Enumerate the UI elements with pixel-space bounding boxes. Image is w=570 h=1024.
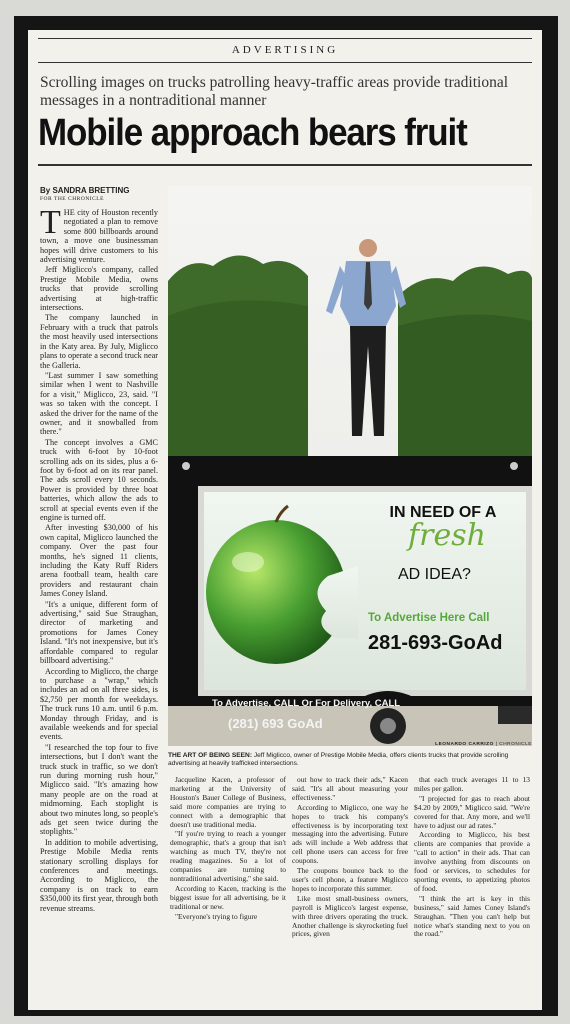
photo-caption: [168, 752, 532, 768]
paragraph: "It's a unique, different form of advertising," said Sue Straughan, director of marketing and promotions for James Coney Island. "It's not inexpensive, but it's affordable compared to regular billboard advertising.": [40, 599, 158, 666]
headline-rule: [38, 164, 532, 166]
paragraph: According to Kacen, tracking is the biggest issue for all advertising, be it traditional or new.: [170, 883, 286, 911]
byline-org: FOR THE CHRONICLE: [40, 196, 105, 202]
drop-cap: T: [40, 208, 61, 241]
section-rule: [38, 62, 532, 63]
paragraph: "Last summer I saw something similar when I went to Nashville for a visit," Miglicco, 23, said. "I was so taken with the concept. I asked the driver for the name of the owner, and it snowballed from there.": [40, 370, 158, 437]
paragraph: Like most small-business owners, payroll is Miglicco's largest expense, with three drivers operating the truck. Another challenge is skyrocketing fuel prices, given: [292, 893, 408, 939]
article-column-4: [414, 776, 530, 1002]
section-label: ADVERTISING: [231, 44, 339, 56]
paragraph: In addition to mobile advertising, Prestige Mobile Media rents stationary scrolling displays for conferences and meetings. According to Miglicco, the company is on track to earn $350,000 its first year, through both revenue streams.: [40, 837, 158, 913]
paragraph: According to Miglicco, his best clients are companies that provide a "call to action" in their ads. That can involve anything from discounts on food or services, to schedules for sporting events, to appetizing photos of food.: [414, 830, 530, 893]
paragraph: "I projected for gas to reach about $4.20 by 2009," Miglicco said. "We're covered for that. Any more, and we'll have to adjust our ad rates.": [414, 793, 530, 830]
truck-text-2: (281) 693 GoAd: [228, 716, 323, 731]
credit-org: CHRONICLE: [499, 742, 532, 747]
paragraph: After investing $30,000 of his own capital, Miglicco launched the company. Over the past four months, he's signed 11 clients, including the Katy Ruff Riders arena football team, health care providers and restaurant chain James Coney Island.: [40, 523, 158, 599]
caption-text: Jeff Miglicco, owner of Prestige Mobile Media, offers clients trucks that provide scrolling advertising at heavily trafficked intersections.: [168, 752, 509, 767]
article-column-2: [170, 776, 286, 1002]
paragraph: According to Miglicco, one way he hopes to track his company's effectiveness is by incorporating text messaging into the advertising. Future ads will include a Web address that cell phone users can access for free coupons.: [292, 802, 408, 866]
ad-line-2: AD IDEA?: [398, 566, 471, 583]
paragraph: "I think the art is key in this business," said James Coney Island's Straughan. "Then you can't help but notice what's standing next to you on the road.": [414, 893, 530, 939]
article-column-3: [292, 776, 408, 1002]
byline: By SANDRA BRETTING: [40, 186, 130, 195]
truck-text-1: To Advertise, CALL Or For Delivery, CALL: [212, 698, 401, 709]
newspaper-page: [28, 30, 542, 1010]
paragraph: Jeff Miglicco's company, called Prestige Mobile Media, owns trucks that provide scrolling advertising at high-traffic intersections.: [40, 265, 158, 313]
paragraph: "If you're trying to reach a younger demographic, that's a group that isn't watching as much TV, they're not reading magazines. So a lot of companies are turning to nontraditional advertising," she said.: [170, 829, 286, 883]
article-column-1: [40, 208, 158, 998]
article-photo: [168, 186, 532, 746]
deck: Scrolling images on trucks patrolling heavy-traffic areas provide traditional messages in a nontraditional manner: [40, 74, 509, 109]
photo-credit: LEONARDO CARRIZO | CHRONICLE: [435, 742, 532, 747]
paragraph: According to Miglicco, the charge to purchase a "wrap," which includes an ad on all three sides, is $2,750 per month for weekdays. The truck runs 10 a.m. until 6 p.m. Monday through Friday, and is available weekends and for special events.: [40, 666, 158, 742]
ad-call: To Advertise Here Call: [368, 612, 490, 624]
paragraph: out how to track their ads," Kacen said. "It's all about measuring your effectiveness.": [292, 776, 408, 802]
paragraph: that each truck averages 11 to 13 miles per gallon.: [414, 776, 530, 793]
headline: Mobile approach bears fruit: [38, 112, 467, 154]
ad-line-1: IN NEED OF A: [389, 504, 497, 521]
top-rule: [38, 38, 532, 39]
ad-phone: 281-693-GoAd: [368, 632, 503, 654]
paragraph: The company launched in February with a truck that patrols the most heavily used intersections in the Katy area. By July, Miglicco plans to operate a second truck near the Galleria.: [40, 313, 158, 370]
caption-lead: THE ART OF BEING SEEN:: [168, 752, 253, 759]
paragraph: Jacqueline Kacen, a professor of marketing at the University of Houston's Bauer College of Business, said more companies are trying to connect with a demographic that doesn't use traditional media.: [170, 776, 286, 829]
ad-script-word: fresh: [408, 518, 486, 553]
paragraph: The concept involves a GMC truck with 6-foot by 10-foot scrolling ads on its sides, plus a 6-foot by 6-foot ad on its rear panel. The ads scroll every 10 seconds. Power is provided by three boat batteries, which allow the ads to scroll at special events even if the engine is turned off.: [40, 437, 158, 522]
paragraph: HE city of Houston recently negotiated a plan to remove some 800 billboards around town, a move one businessman hopes will drive customers to his advertising venture.: [40, 208, 158, 265]
credit-name: LEONARDO CARRIZO: [435, 742, 494, 747]
paragraph: "I researched the top four to five intersections, but I don't want the truck stuck in traffic, so we don't run during morning rush hour," Miglicco said. "It's amazing how many people are on the road at midmorning. Each stoplight is about two minutes long, so people's ads get seen twice during the stoplights.": [40, 742, 158, 837]
paragraph: "Everyone's trying to figure: [175, 911, 258, 921]
paragraph: The coupons bounce back to the user's cell phone, a feature Miglicco hopes to incorporate this summer.: [292, 866, 408, 893]
truck-photo: [168, 186, 532, 746]
